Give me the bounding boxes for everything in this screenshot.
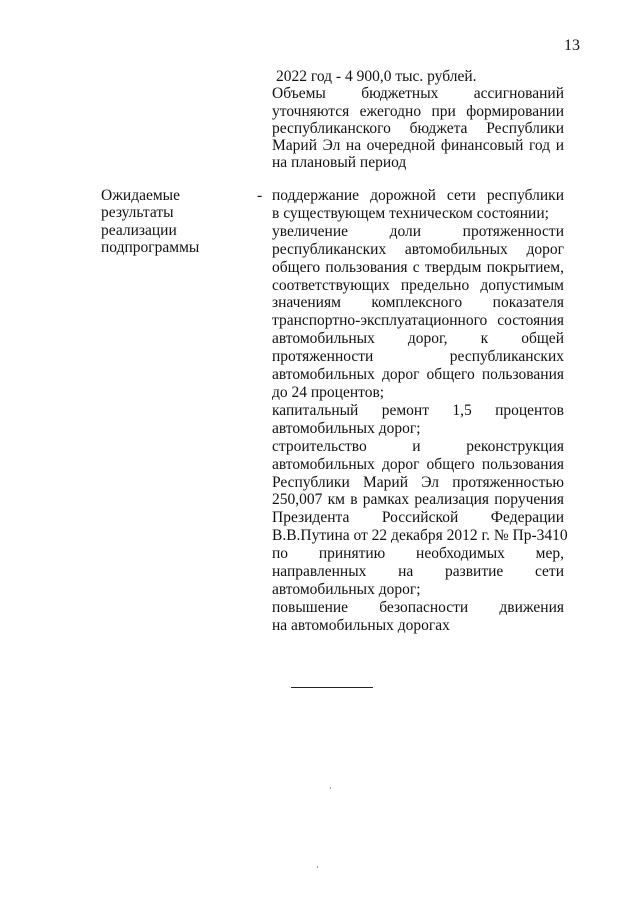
funding-note-line: республиканского бюджета Республики (272, 119, 564, 137)
results-text-line: автомобильных дорог; (272, 580, 421, 598)
results-text-line: республиканских автомобильных дорог (272, 240, 564, 258)
results-text-line: увеличение доли протяженности (272, 222, 564, 240)
results-label-line: реализации (101, 221, 177, 239)
funding-note-line: Марий Эл на очередной финансовый год и (272, 137, 564, 155)
results-text-line: на автомобильных дорогах (272, 616, 450, 634)
scan-speck (330, 787, 331, 789)
results-label (101, 187, 241, 256)
results-label-line: подпрограммы (101, 238, 200, 256)
results-text-line: транспортно-эксплуатационного состояния (272, 312, 564, 330)
scan-speck (317, 866, 318, 868)
results-text-line: 250,007 км в рамках реализация поручения (272, 491, 564, 509)
results-text-line: до 24 процентов; (272, 383, 385, 401)
results-text-line: автомобильных дорог, к общей (272, 330, 564, 348)
results-text-line: повышение безопасности движения (272, 598, 564, 616)
funding-text-block (272, 68, 564, 172)
results-text-line: капитальный ремонт 1,5 процентов (272, 401, 564, 419)
results-dash: - (257, 187, 263, 204)
funding-note-line: на плановый период (272, 154, 407, 172)
footer-rule (291, 687, 373, 688)
funding-note-line: уточняются ежегодно при формировании (272, 102, 564, 120)
results-text-line: строительство и реконструкция (272, 437, 564, 455)
results-text-line: в существующем техническом состоянии; (272, 204, 549, 222)
results-text-line: Президента Российской Федерации (272, 509, 564, 527)
results-text-block (272, 187, 568, 635)
results-text-line: общего пользования с твердым покрытием, (272, 258, 564, 276)
results-text-line: автомобильных дорог общего пользования (272, 366, 564, 384)
results-text-line: Республики Марий Эл протяженностью (272, 473, 564, 491)
results-text-line: протяженности республиканских (272, 348, 564, 366)
results-text-line: автомобильных дорог; (272, 419, 421, 437)
results-label-line: Ожидаемые (101, 187, 180, 204)
results-text-line: направленных на развитие сети (272, 563, 564, 581)
results-text-line: по принятию необходимых мер, (272, 545, 564, 563)
funding-total-line: 2022 год - 4 900,0 тыс. рублей. (276, 68, 477, 85)
results-text-line: значениям комплексного показателя (272, 294, 564, 312)
page-number: 13 (564, 37, 580, 54)
results-text-line: соответствующих предельно допустимым (272, 276, 564, 294)
results-text-line: автомобильных дорог общего пользования (272, 455, 564, 473)
results-text-line: поддержание дорожной сети республики (272, 187, 564, 204)
results-label-line: результаты (101, 204, 174, 222)
results-text-line: В.В.Путина от 22 декабря 2012 г. № Пр-3410 (272, 527, 568, 545)
funding-note-line: Объемы бюджетных ассигнований (272, 85, 564, 103)
